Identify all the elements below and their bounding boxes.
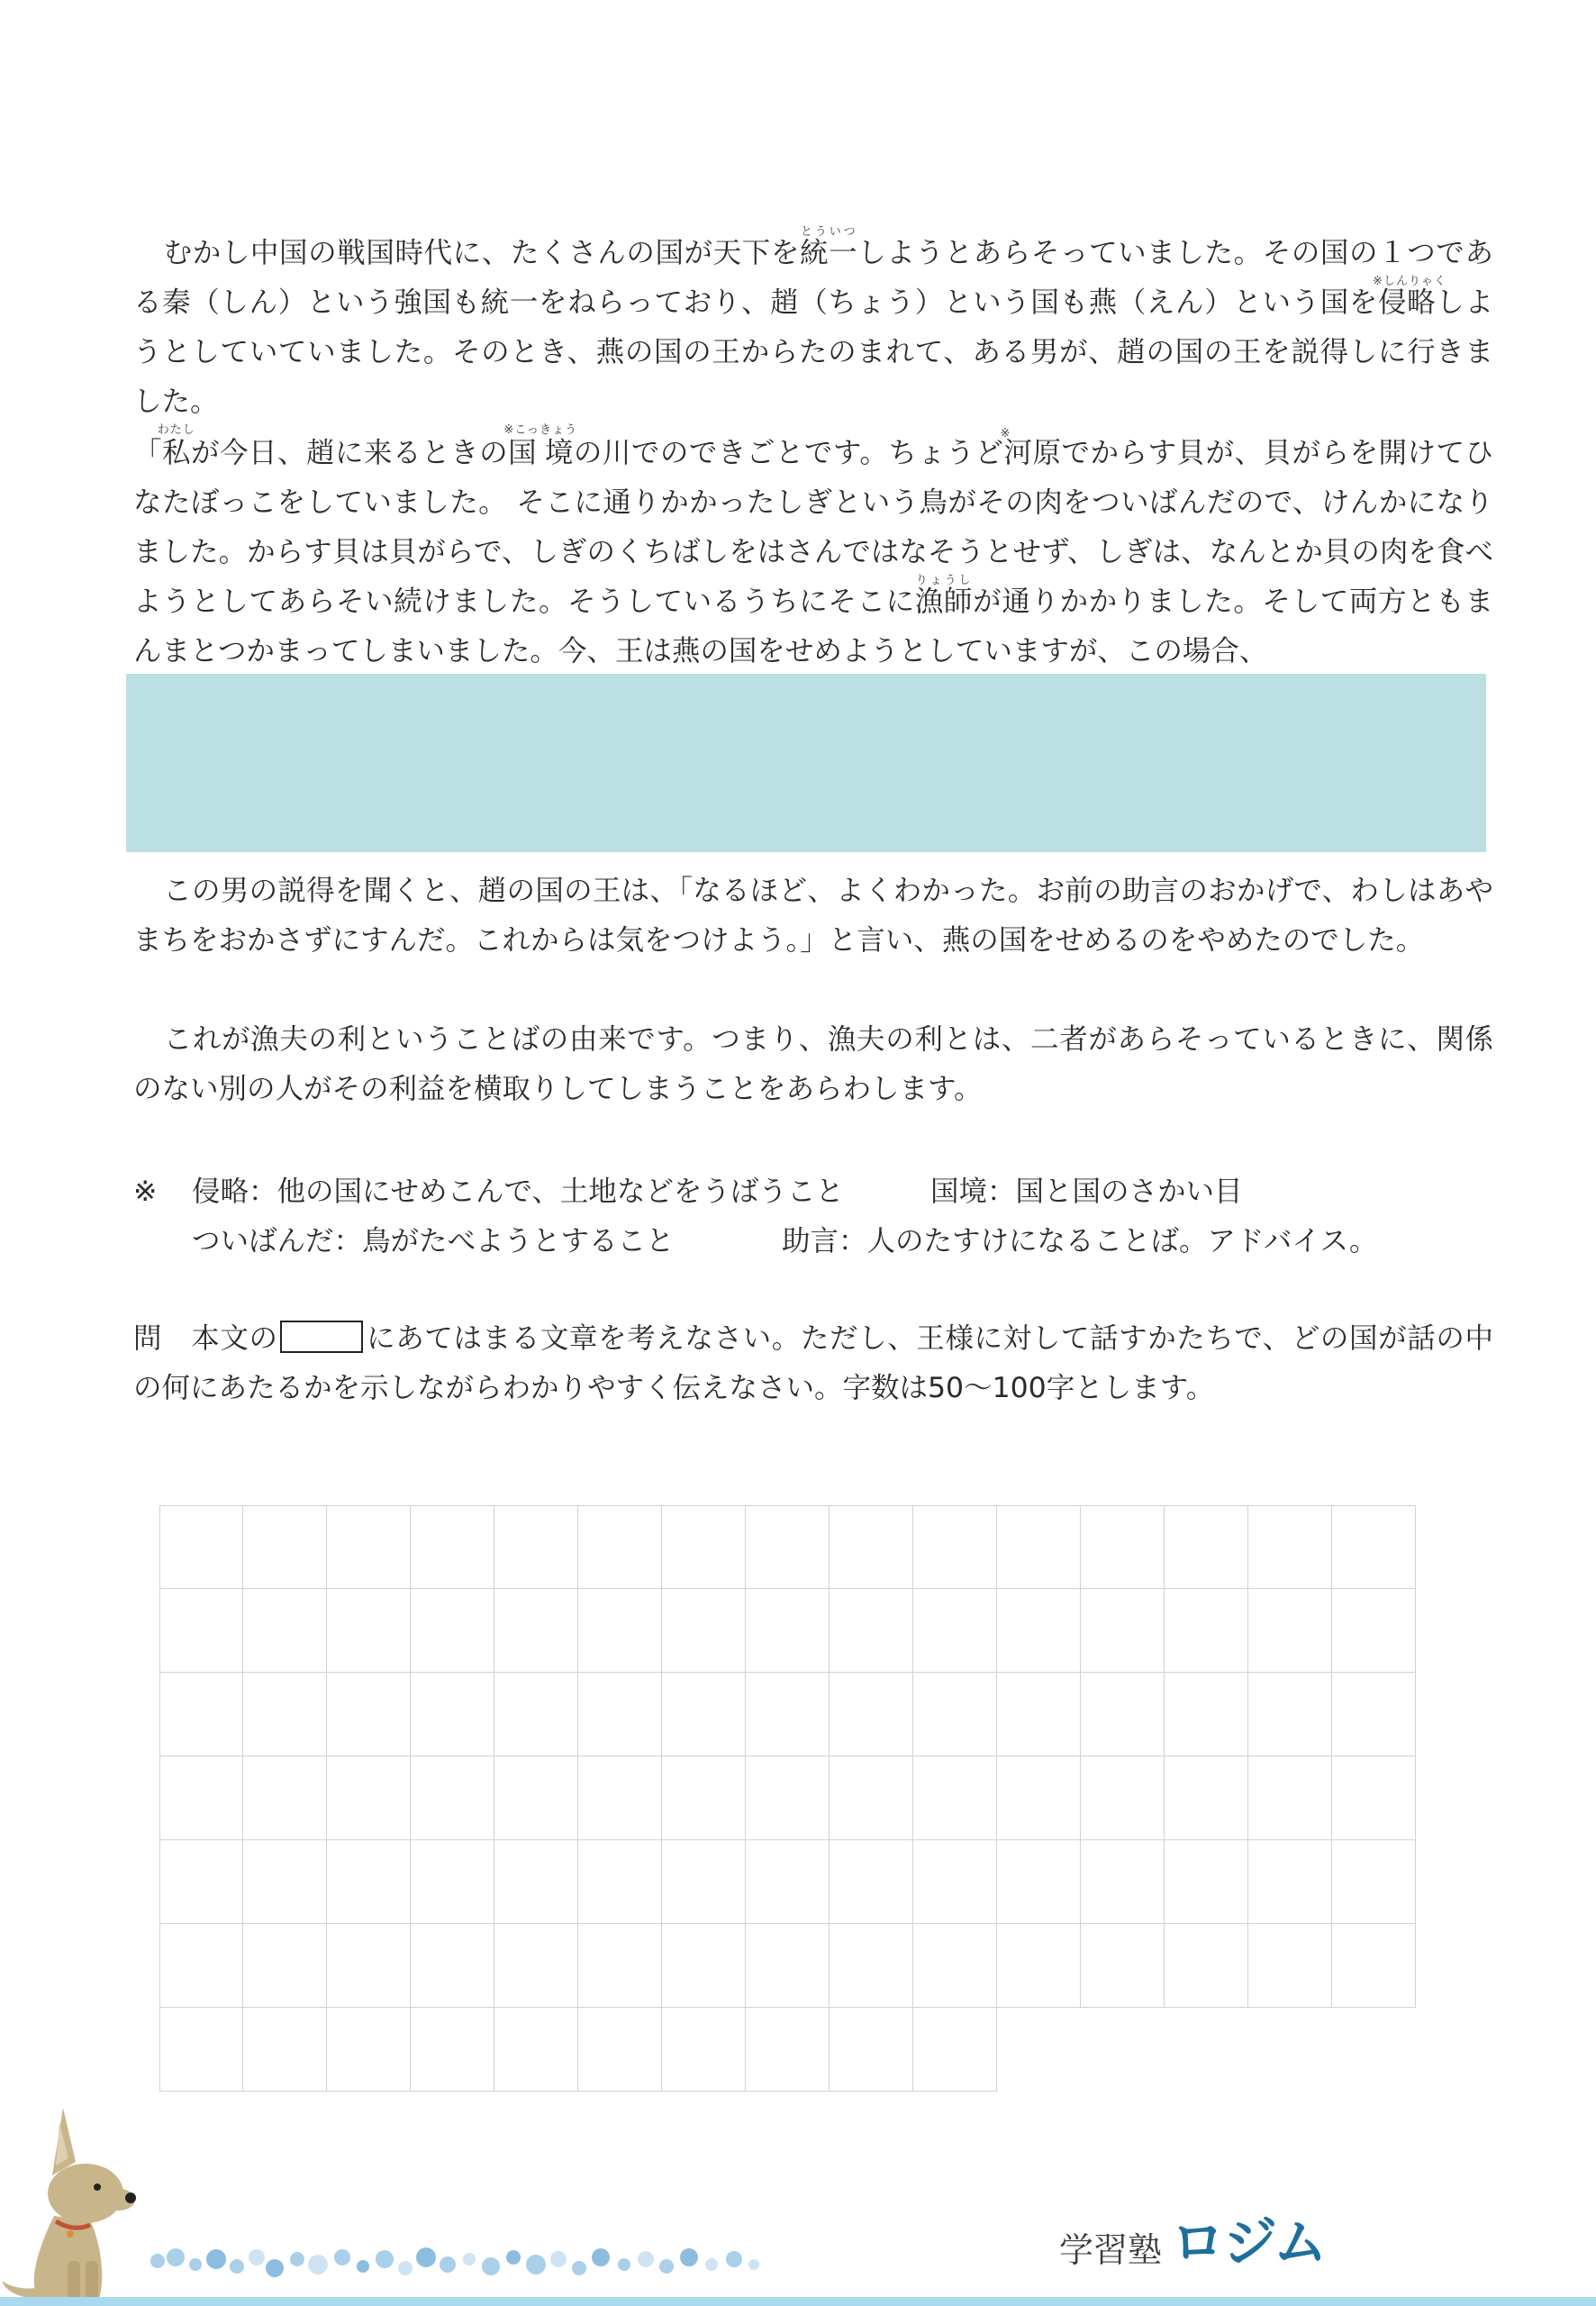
grid-cell[interactable] xyxy=(578,1589,662,1673)
grid-cell[interactable] xyxy=(997,1505,1081,1589)
grid-cell[interactable] xyxy=(746,1673,830,1757)
notes-mark: ※ xyxy=(133,1176,158,1208)
grid-cell[interactable] xyxy=(327,1673,411,1757)
grid-cell[interactable] xyxy=(243,1924,327,2008)
grid-cell[interactable] xyxy=(746,2008,830,2092)
grid-cell[interactable] xyxy=(913,1589,997,1673)
story-text: しようとしていていました。そのとき、燕の国の王からたのまれて、ある男が、趙の国の王を説得しに行きました。 xyxy=(133,286,1493,418)
grid-cell[interactable] xyxy=(411,1589,494,1673)
question-prefix: 問 本文の xyxy=(133,1322,278,1355)
grid-cell[interactable] xyxy=(662,1840,746,1924)
grid-cell[interactable] xyxy=(830,1505,913,1589)
grid-cell[interactable] xyxy=(1248,1505,1332,1589)
grid-cell[interactable] xyxy=(997,1673,1081,1757)
grid-cell[interactable] xyxy=(159,1673,243,1757)
grid-cell[interactable] xyxy=(746,1840,830,1924)
grid-cell[interactable] xyxy=(243,1673,327,1757)
grid-cell[interactable] xyxy=(159,1840,243,1924)
grid-cell[interactable] xyxy=(1165,1757,1248,1840)
grid-cell[interactable] xyxy=(1081,1840,1165,1924)
grid-cell[interactable] xyxy=(1332,1757,1416,1840)
grid-cell[interactable] xyxy=(1081,1673,1165,1757)
grid-cell[interactable] xyxy=(662,1505,746,1589)
grid-row xyxy=(159,1673,1416,1757)
bubble-decoration-icon xyxy=(149,2234,761,2288)
ruby-watashi: 私わたし xyxy=(157,423,195,469)
grid-cell[interactable] xyxy=(997,1924,1081,2008)
ruby-kokkyou: 国境※こっきょう xyxy=(503,423,578,469)
note-shinryaku: 侵略：他の国にせめこんで、土地などをうばうこと xyxy=(192,1176,844,1208)
ruby-ryoushi: 漁師りょうし xyxy=(914,574,974,618)
grid-cell[interactable] xyxy=(1165,1673,1248,1757)
grid-cell[interactable] xyxy=(578,1840,662,1924)
word-shinryaku: 侵略 ※しんりゃく xyxy=(1373,275,1446,319)
question-text: にあてはまる文章を考えなさい。ただし、王様に対して話すかたちで、どの国が話の中の何にあたるかを示しながらわかりやすく伝えなさい。字数は50～100字とします。 xyxy=(133,1322,1493,1404)
grid-cell[interactable] xyxy=(494,1757,578,1840)
story-paragraph-3: この男の説得を聞くと、趙の国の王は、「なるほど、よくわかった。お前の助言のおかげで、わしはあやまちをおかさずにすんだ。これからは気をつけよう。」と言い、燕の国をせめるのをやめたのでした。 xyxy=(133,875,1493,957)
logo xyxy=(1059,2211,1326,2274)
grid-cell[interactable] xyxy=(494,1924,578,2008)
grid-row xyxy=(159,1757,1416,1840)
grid-cell[interactable] xyxy=(913,2008,997,2092)
grid-cell[interactable] xyxy=(662,1924,746,2008)
grid-cell[interactable] xyxy=(159,1505,243,1589)
grid-cell[interactable] xyxy=(662,2008,746,2092)
grid-cell[interactable] xyxy=(830,2008,913,2092)
story-paragraph-1 xyxy=(133,225,1493,427)
note-tsuibanda: ついばんだ：鳥がたべようとすること xyxy=(192,1225,675,1257)
grid-cell[interactable] xyxy=(243,1840,327,1924)
grid-cell[interactable] xyxy=(1248,1924,1332,2008)
grid-cell[interactable] xyxy=(746,1505,830,1589)
grid-cell[interactable] xyxy=(913,1757,997,1840)
footer-bar xyxy=(0,2297,1596,2306)
grid-cell[interactable] xyxy=(662,1673,746,1757)
grid-cell[interactable] xyxy=(746,1924,830,2008)
grid-cell[interactable] xyxy=(327,2008,411,2092)
grid-row xyxy=(159,2008,1416,2092)
grid-cell[interactable] xyxy=(1248,1840,1332,1924)
grid-cell[interactable] xyxy=(578,1505,662,1589)
answer-grid[interactable] xyxy=(159,1505,1416,2092)
grid-cell[interactable] xyxy=(1248,1589,1332,1673)
grid-cell[interactable] xyxy=(1081,1589,1165,1673)
grid-cell[interactable] xyxy=(494,1589,578,1673)
grid-cell[interactable] xyxy=(411,1505,494,1589)
grid-cell[interactable] xyxy=(243,2008,327,2092)
grid-cell[interactable] xyxy=(913,1924,997,2008)
ruby-shinryaku: ※しんりゃく xyxy=(1373,275,1446,288)
grid-cell[interactable] xyxy=(662,1757,746,1840)
grid-cell[interactable] xyxy=(243,1757,327,1840)
grid-cell[interactable] xyxy=(494,1840,578,1924)
grid-cell[interactable] xyxy=(1165,1924,1248,2008)
grid-cell[interactable] xyxy=(830,1757,913,1840)
grid-cell[interactable] xyxy=(578,1757,662,1840)
grid-cell[interactable] xyxy=(411,1757,494,1840)
grid-row xyxy=(159,1924,1416,2008)
grid-cell[interactable] xyxy=(1332,1505,1416,1589)
grid-cell[interactable] xyxy=(1248,1757,1332,1840)
grid-cell[interactable] xyxy=(327,1505,411,1589)
ruby-touitsu: 統一とういつ xyxy=(799,225,858,269)
grid-cell[interactable] xyxy=(830,1840,913,1924)
grid-cell[interactable] xyxy=(1165,1505,1248,1589)
grid-cell[interactable] xyxy=(578,2008,662,2092)
grid-cell[interactable] xyxy=(1165,1589,1248,1673)
grid-cell[interactable] xyxy=(411,1924,494,2008)
grid-cell[interactable] xyxy=(494,2008,578,2092)
story-paragraph-4: これが漁夫の利ということばの由来です。つまり、漁夫の利とは、二者があらそっているときに、関係のない別の人がその利益を横取りしてしまうことをあらわします。 xyxy=(133,1023,1493,1105)
grid-cell[interactable] xyxy=(494,1505,578,1589)
grid-cell[interactable] xyxy=(1081,1757,1165,1840)
grid-cell[interactable] xyxy=(913,1673,997,1757)
logo-sub: 学習塾 xyxy=(1059,2230,1163,2270)
grid-row xyxy=(159,1589,1416,1673)
grid-cell[interactable] xyxy=(1165,1840,1248,1924)
grid-cell[interactable] xyxy=(411,1673,494,1757)
grid-cell[interactable] xyxy=(830,1673,913,1757)
story-text: しようとあらそっていました。その国の１つである秦（しん）という強国も統一をねらっており、趙（ちょう）という国も燕（えん）という国を xyxy=(133,237,1493,319)
logo-main: ロジム xyxy=(1171,2211,1326,2274)
question xyxy=(133,1314,1493,1413)
grid-cell[interactable] xyxy=(1332,1673,1416,1757)
grid-cell[interactable] xyxy=(1081,1505,1165,1589)
grid-cell[interactable] xyxy=(159,1924,243,2008)
grid-cell[interactable] xyxy=(578,1924,662,2008)
grid-row xyxy=(159,1840,1416,1924)
grid-cell[interactable] xyxy=(578,1673,662,1757)
story-paragraph-2: 「私わたしが今日、趙に来るときの国境※こっきょうの川でのできごとです。ちょうど ※ 河原でからす貝が、貝がらを開けてひなたぼっこをしていました。 そこに通りかかったしぎという鳥がその肉をついばんだので、けんかになりました。からす貝は貝がらで、しぎのくちばしをはさんではなそうとせず、しぎは、なんとか貝の肉を食べようとしてあらそい続けました。そうしているうちにそこに漁師りょうしが通りかかりました。そして両方ともまんまとつかまってしまいました。今、王は燕の国をせめようとしていますが、この場合、 xyxy=(133,423,1493,667)
grid-cell[interactable] xyxy=(662,1589,746,1673)
blank-answer-area xyxy=(126,674,1486,852)
grid-cell[interactable] xyxy=(997,1589,1081,1673)
grid-cell[interactable] xyxy=(159,1589,243,1673)
grid-cell[interactable] xyxy=(243,1505,327,1589)
grid-cell[interactable] xyxy=(411,1840,494,1924)
grid-cell[interactable] xyxy=(746,1589,830,1673)
grid-cell[interactable] xyxy=(327,1757,411,1840)
grid-cell[interactable] xyxy=(327,1589,411,1673)
grid-cell[interactable] xyxy=(997,1757,1081,1840)
blank-box-icon xyxy=(280,1321,363,1353)
grid-cell[interactable] xyxy=(913,1840,997,1924)
grid-cell[interactable] xyxy=(494,1673,578,1757)
grid-cell[interactable] xyxy=(746,1757,830,1840)
grid-cell[interactable] xyxy=(1081,1924,1165,2008)
note-jogen: 助言：人のたすけになることば。アドバイス。 xyxy=(782,1225,1378,1257)
note-kokkyou: 国境：国と国のさかい目 xyxy=(930,1176,1243,1208)
grid-cell[interactable] xyxy=(159,2008,243,2092)
grid-cell[interactable] xyxy=(411,2008,494,2092)
grid-cell[interactable] xyxy=(1332,1589,1416,1673)
grid-cell[interactable] xyxy=(327,1924,411,2008)
grid-cell[interactable] xyxy=(1332,1840,1416,1924)
grid-cell[interactable] xyxy=(997,1840,1081,1924)
grid-cell[interactable] xyxy=(243,1589,327,1673)
grid-row xyxy=(159,1505,1416,1589)
grid-cell[interactable] xyxy=(1332,1924,1416,2008)
grid-cell[interactable] xyxy=(913,1505,997,1589)
grid-cell[interactable] xyxy=(327,1840,411,1924)
grid-cell[interactable] xyxy=(1248,1673,1332,1757)
grid-cell[interactable] xyxy=(830,1924,913,2008)
story-text: むかし中国の戦国時代に、たくさんの国が天下を xyxy=(163,237,800,269)
grid-cell[interactable] xyxy=(159,1757,243,1840)
dog-illustration-icon xyxy=(0,2090,144,2306)
grid-cell[interactable] xyxy=(830,1589,913,1673)
